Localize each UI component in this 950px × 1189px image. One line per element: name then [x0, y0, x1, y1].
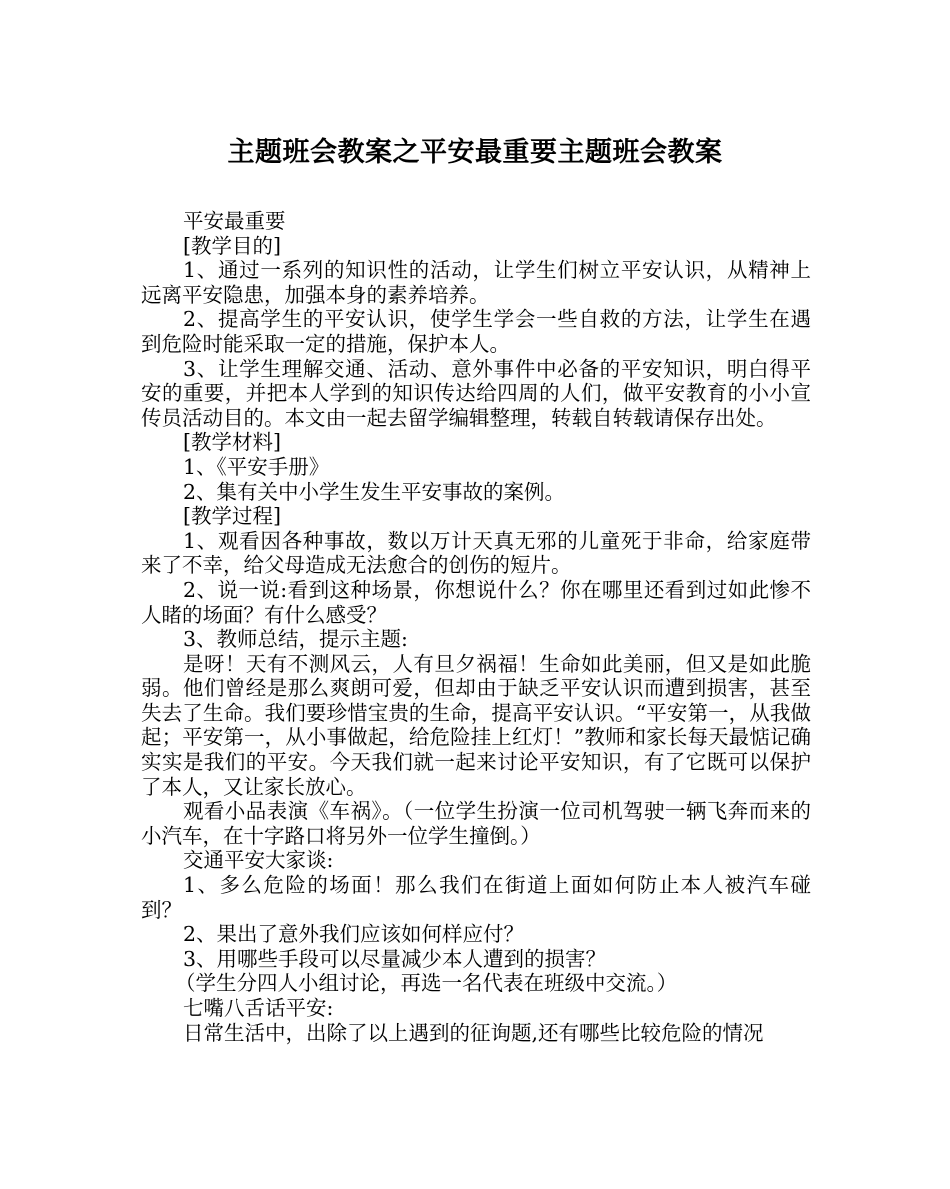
paragraph: 观看小品表演《车祸》。（一位学生扮演一位司机驾驶一辆飞奔而来的小汽车，在十字路口将另外一位学生撞倒。）	[141, 799, 811, 848]
paragraph: 日常生活中，出除了以上遇到的征询题,还有哪些比较危险的情况	[183, 1020, 764, 1045]
paragraph: 2、集有关中小学生发生平安事故的案例。	[183, 479, 566, 504]
paragraph: 交通平安大家谈:	[183, 848, 334, 873]
paragraph: 平安最重要	[183, 209, 286, 233]
paragraph: （学生分四人小组讨论，再选一名代表在班级中交流。）	[175, 971, 678, 996]
paragraph: 3、用哪些手段可以尽量减少本人遭到的损害？	[183, 946, 607, 971]
paragraph: 是呀！天有不测风云，人有旦夕祸福！生命如此美丽，但又是如此脆弱。他们曾经是那么爽朗可爱，但却由于缺乏平安认识而遭到损害，甚至失去了生命。我们要珍惜宝贵的生命，提高平安认识。“平安第一，从我做起；平安第一，从小事做起，给危险挂上红灯！”教师和家长每天最惦记确实实是我们的平安。今天我们就一起来讨论平安知识，有了它既可以保护了本人，又让家长放心。	[141, 651, 811, 799]
paragraph: [教学目的]	[183, 233, 281, 258]
paragraph: 2、说一说:看到这种场景，你想说什么？你在哪里还看到过如此惨不人睹的场面？有什么感受？	[141, 577, 811, 627]
paragraph: 1、多么危险的场面！那么我们在街道上面如何防止本人被汽车碰到？	[141, 873, 811, 922]
paragraph: 3、教师总结，提示主题:	[183, 627, 408, 652]
paragraph: 七嘴八舌话平安:	[183, 996, 334, 1020]
paragraph: 3、让学生理解交通、活动、意外事件中必备的平安知识，明白得平安的重要，并把本人学到的知识传达给四周的人们，做平安教育的小小宣传员活动目的。本文由一起去留学编辑整理，转载自转载请保存出处。	[141, 356, 811, 430]
paragraph: 1、通过一系列的知识性的活动，让学生们树立平安认识，从精神上远离平安隐患，加强本身的素养培养。	[141, 258, 811, 307]
document-title: 主题班会教案之平安最重要主题班会教案	[227, 137, 723, 168]
paragraph: [教学材料]	[183, 430, 281, 455]
document-body	[141, 209, 811, 1045]
paragraph: 1、观看因各种事故，数以万计天真无邪的儿童死于非命，给家庭带来了不幸，给父母造成无法愈合的创伤的短片。	[141, 528, 811, 578]
paragraph: 1、《平安手册》	[183, 454, 330, 479]
paragraph: [教学过程]	[183, 504, 281, 529]
paragraph: 2、果出了意外我们应该如何样应付？	[183, 922, 525, 947]
paragraph: 2、提高学生的平安认识，使学生学会一些自救的方法，让学生在遇到危险时能采取一定的措施，保护本人。	[141, 307, 811, 356]
